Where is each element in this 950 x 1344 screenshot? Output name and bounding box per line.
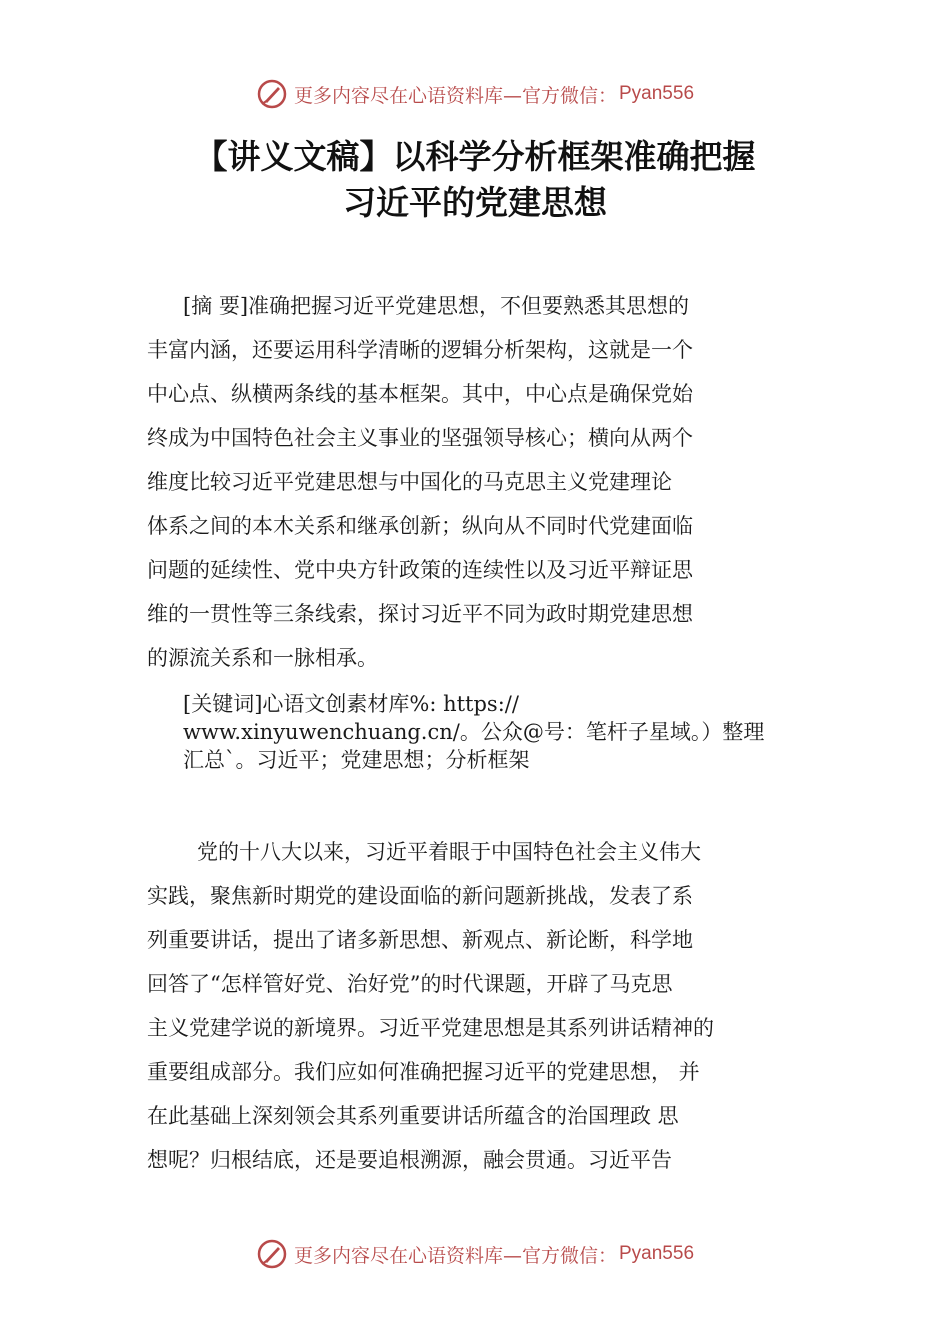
body-line: 想呢？归根结底，还是要追根溯源，融会贯通。习近平告 — [147, 1148, 672, 1172]
keywords-line: www.xinyuwenchuang.cn/。公众@号：笔杆子星域。）整理 — [183, 720, 765, 744]
body-line: 重要组成部分。我们应如何准确把握习近平的党建思想， 并 — [147, 1060, 700, 1084]
title-line-2: 习近平的党建思想 — [343, 183, 607, 222]
abstract-line: 终成为中国特色社会主义事业的坚强领导核心；横向从两个 — [147, 426, 693, 450]
banner-text: 更多内容尽在心语资料库—官方微信： — [293, 1244, 617, 1267]
abstract-line: 维度比较习近平党建思想与中国化的马克思主义党建理论 — [147, 470, 672, 494]
banner-wechat-id: Pyan556 — [619, 1243, 695, 1264]
abstract-line: 体系之间的本木关系和继承创新；纵向从不同时代党建面临 — [147, 514, 693, 538]
document-title — [0, 134, 950, 226]
body-line: 实践，聚焦新时期党的建设面临的新问题新挑战，发表了系 — [147, 884, 693, 908]
quill-logo-icon — [256, 1238, 288, 1270]
body-line: 列重要讲话，提出了诸多新思想、新观点、新论断，科学地 — [147, 928, 693, 952]
body-line: 在此基础上深刻领会其系列重要讲话所蕴含的治国理政 思 — [147, 1104, 679, 1128]
abstract-line: 的源流关系和一脉相承。 — [147, 646, 378, 670]
body-line: 主义党建学说的新境界。习近平党建思想是其系列讲话精神的 — [147, 1016, 714, 1040]
abstract-line: 维的一贯性等三条线索，探讨习近平不同为政时期党建思想 — [147, 602, 693, 626]
body-line: 党的十八大以来，习近平着眼于中国特色社会主义伟大 — [197, 840, 701, 864]
banner-wechat-id: Pyan556 — [619, 83, 695, 104]
abstract-line: 丰富内涵，还要运用科学清晰的逻辑分析架构，这就是一个 — [147, 338, 693, 362]
abstract-line: 中心点、纵横两条线的基本框架。其中，中心点是确保党始 — [147, 382, 693, 406]
footer-banner — [0, 1234, 950, 1274]
keywords-line: 汇总`。习近平；党建思想；分析框架 — [183, 748, 530, 772]
banner-text: 更多内容尽在心语资料库—官方微信： — [293, 84, 617, 107]
keywords-line: [关键词]心语文创素材库%: https:// — [183, 692, 519, 716]
header-banner — [0, 74, 950, 114]
body-line: 回答了“怎样管好党、治好党”的时代课题，开辟了马克思 — [147, 972, 673, 996]
title-line-1: 【讲义文稿】以科学分析框架准确把握 — [194, 137, 756, 176]
abstract-line: [摘 要]准确把握习近平党建思想，不但要熟悉其思想的 — [183, 294, 690, 318]
abstract-line: 问题的延续性、党中央方针政策的连续性以及习近平辩证思 — [147, 558, 693, 582]
quill-logo-icon — [256, 78, 288, 110]
